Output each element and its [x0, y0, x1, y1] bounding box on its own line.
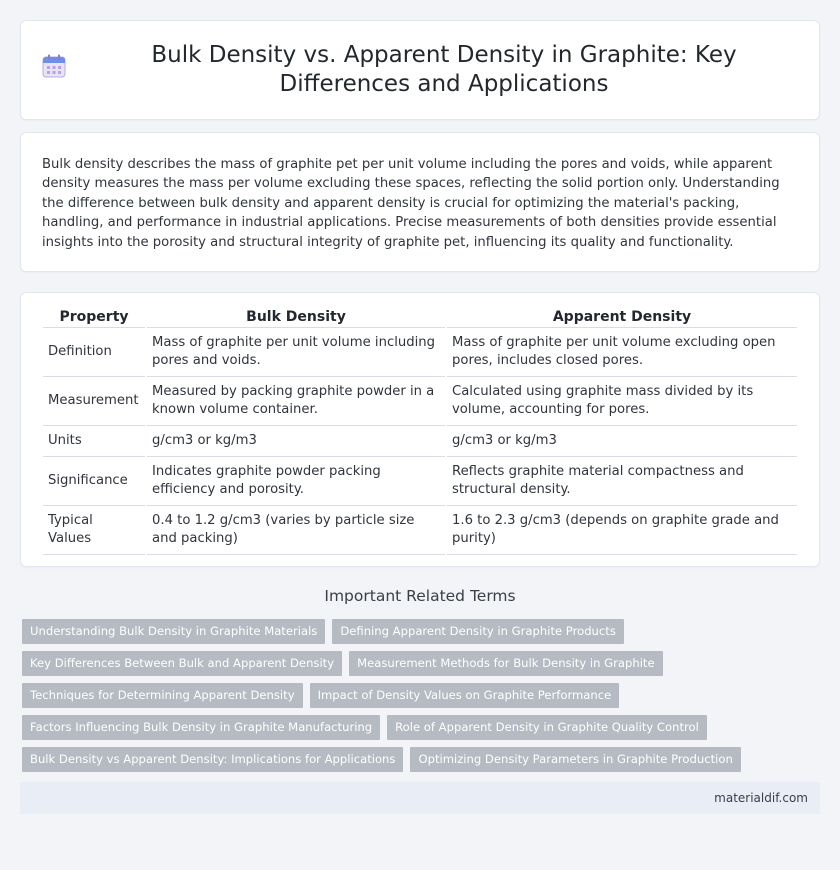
table-cell: Typical Values: [43, 506, 145, 555]
table-cell: Reflects graphite material compactness and structural density.: [447, 457, 797, 506]
related-term-tag[interactable]: Key Differences Between Bulk and Apparent Density: [22, 651, 342, 676]
related-term-tag[interactable]: Bulk Density vs Apparent Density: Implications for Applications: [22, 747, 403, 772]
table-cell: g/cm3 or kg/m3: [447, 426, 797, 457]
footer: [20, 782, 820, 814]
related-term-tag[interactable]: Optimizing Density Parameters in Graphite Production: [410, 747, 740, 772]
related-term-tag[interactable]: Role of Apparent Density in Graphite Quality Control: [387, 715, 707, 740]
table-cell: Calculated using graphite mass divided by its volume, accounting for pores.: [447, 377, 797, 426]
header-card: [20, 20, 820, 120]
table-cell: Mass of graphite per unit volume excluding open pores, includes closed pores.: [447, 328, 797, 377]
table-cell: 0.4 to 1.2 g/cm3 (varies by particle size and packing): [147, 506, 445, 555]
related-term-tag[interactable]: Impact of Density Values on Graphite Performance: [310, 683, 620, 708]
table-cell: Units: [43, 426, 145, 457]
table-cell: Definition: [43, 328, 145, 377]
table-header: Property: [43, 303, 145, 328]
table-header-row: [43, 303, 797, 328]
table-cell: Significance: [43, 457, 145, 506]
related-terms-list: [22, 619, 818, 779]
footer-site-link[interactable]: materialdif.com: [714, 791, 808, 805]
header-inner: [41, 41, 799, 99]
table-row: [43, 426, 797, 457]
table-row: [43, 328, 797, 377]
comparison-table-card: [20, 292, 820, 567]
intro-card: [20, 132, 820, 272]
table-cell: 1.6 to 2.3 g/cm3 (depends on graphite grade and purity): [447, 506, 797, 555]
related-terms-title: Important Related Terms: [324, 587, 516, 605]
table-cell: Mass of graphite per unit volume including pores and voids.: [147, 328, 445, 377]
table-header: Apparent Density: [447, 303, 797, 328]
page-title: Bulk Density vs. Apparent Density in Graphite: Key Differences and Applications: [151, 42, 737, 97]
table-cell: Indicates graphite powder packing efficiency and porosity.: [147, 457, 445, 506]
table-row: [43, 457, 797, 506]
related-term-tag[interactable]: Measurement Methods for Bulk Density in Graphite: [349, 651, 663, 676]
intro-paragraph: Bulk density describes the mass of graphite pet per unit volume including the pores and voids, while apparent density measures the mass per volume excluding these spaces, reflecting the solid portion only. Understanding the difference between bulk density and apparent density is crucial for optimizing the material's packing, handling, and performance in industrial applications. Precise measurements of both densities provide essential insights into the porosity and structural integrity of graphite pet, influencing its quality and functionality.: [42, 157, 780, 250]
comparison-table: [41, 303, 799, 555]
table-header: Bulk Density: [147, 303, 445, 328]
calendar-icon: [41, 53, 67, 79]
table-row: [43, 506, 797, 555]
table-cell: Measurement: [43, 377, 145, 426]
table-cell: g/cm3 or kg/m3: [147, 426, 445, 457]
related-term-tag[interactable]: Defining Apparent Density in Graphite Products: [332, 619, 624, 644]
table-cell: Measured by packing graphite powder in a known volume container.: [147, 377, 445, 426]
related-term-tag[interactable]: Techniques for Determining Apparent Density: [22, 683, 303, 708]
related-term-tag[interactable]: Understanding Bulk Density in Graphite Materials: [22, 619, 325, 644]
table-row: [43, 377, 797, 426]
related-term-tag[interactable]: Factors Influencing Bulk Density in Graphite Manufacturing: [22, 715, 380, 740]
